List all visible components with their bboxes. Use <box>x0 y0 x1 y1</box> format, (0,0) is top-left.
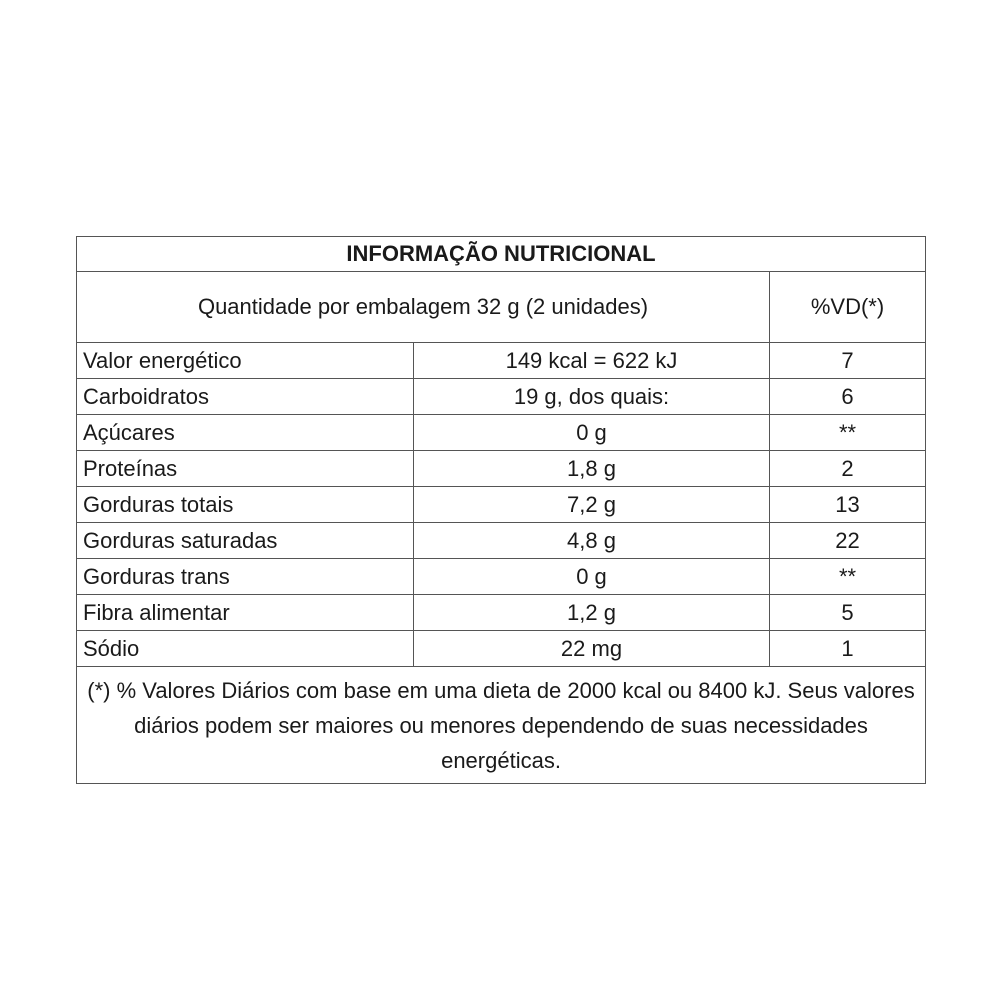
nutrient-quantity: 149 kcal = 622 kJ <box>414 343 770 379</box>
table-row <box>77 415 926 451</box>
nutrient-name: Proteínas <box>77 451 414 487</box>
nutrient-vd: 7 <box>770 343 926 379</box>
table-row <box>77 451 926 487</box>
nutrient-quantity: 22 mg <box>414 631 770 667</box>
nutrient-vd: 5 <box>770 595 926 631</box>
nutrient-name: Gorduras totais <box>77 487 414 523</box>
footnote: (*) % Valores Diários com base em uma dieta de 2000 kcal ou 8400 kJ. Seus valores diários podem ser maiores ou menores dependendo de suas necessidades energéticas. <box>77 667 926 784</box>
serving-size: Quantidade por embalagem 32 g (2 unidades) <box>77 272 770 343</box>
nutrient-quantity: 1,8 g <box>414 451 770 487</box>
table-row <box>77 343 926 379</box>
nutrient-vd: 2 <box>770 451 926 487</box>
nutrient-quantity: 0 g <box>414 559 770 595</box>
nutrition-facts-table <box>76 236 926 784</box>
nutrient-name: Valor energético <box>77 343 414 379</box>
nutrient-vd: 6 <box>770 379 926 415</box>
nutrient-name: Carboidratos <box>77 379 414 415</box>
nutrient-quantity: 1,2 g <box>414 595 770 631</box>
table-row <box>77 595 926 631</box>
table-title: INFORMAÇÃO NUTRICIONAL <box>77 237 926 272</box>
nutrient-quantity: 7,2 g <box>414 487 770 523</box>
nutrient-quantity: 4,8 g <box>414 523 770 559</box>
nutrient-quantity: 0 g <box>414 415 770 451</box>
footnote-row <box>77 667 926 784</box>
table-row <box>77 631 926 667</box>
nutrient-vd: ** <box>770 559 926 595</box>
nutrient-vd: 1 <box>770 631 926 667</box>
nutrient-name: Gorduras trans <box>77 559 414 595</box>
vd-header: %VD(*) <box>770 272 926 343</box>
nutrient-quantity: 19 g, dos quais: <box>414 379 770 415</box>
title-row <box>77 237 926 272</box>
nutrient-name: Açúcares <box>77 415 414 451</box>
nutrient-name: Gorduras saturadas <box>77 523 414 559</box>
nutrient-vd: ** <box>770 415 926 451</box>
nutrient-vd: 22 <box>770 523 926 559</box>
table-row <box>77 379 926 415</box>
serving-row <box>77 272 926 343</box>
nutrient-name: Fibra alimentar <box>77 595 414 631</box>
table-row <box>77 523 926 559</box>
table-row <box>77 559 926 595</box>
nutrient-name: Sódio <box>77 631 414 667</box>
nutrient-vd: 13 <box>770 487 926 523</box>
table-row <box>77 487 926 523</box>
